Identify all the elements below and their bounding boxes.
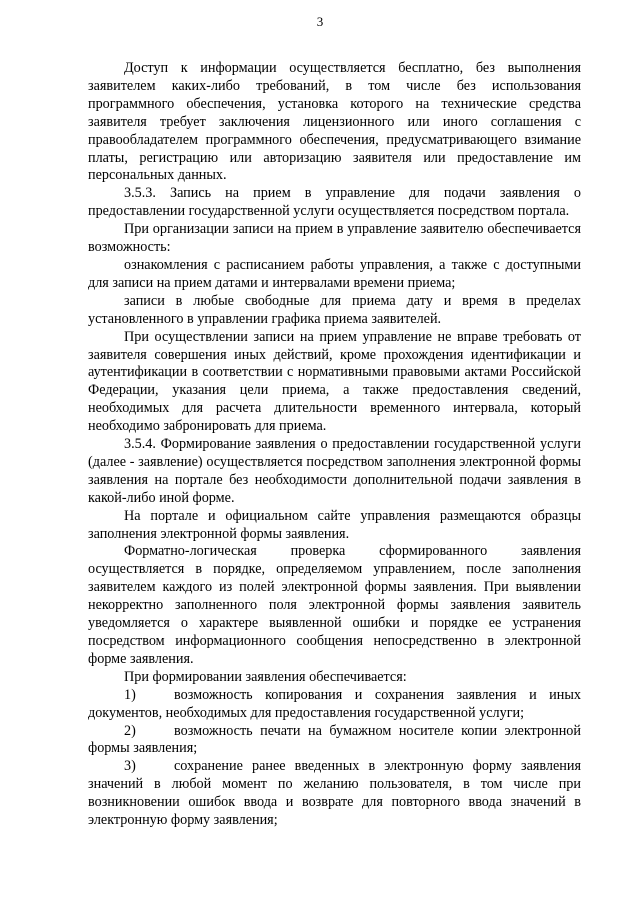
paragraph: 3.5.4. Формирование заявления о предоставлении государственной услуги (далее - заявление) осуществляется посредством заполнения электронной формы заявления на портале без необходимости дополнительной подачи заявления в какой-либо иной форме. [88,436,581,506]
list-item-text: сохранение ранее введенных в электронную форму заявления значений в любой момент по желанию пользователя, в том числе при возникновении ошибок ввода и возврате для повторного ввода значений в электронную форму заявления; [88,758,581,829]
list-item-number: 1) [124,686,136,703]
list-item-text: возможность печати на бумажном носителе копии электронной формы заявления; [88,722,581,757]
list-item [88,758,581,830]
list-item-number: 2) [124,722,136,739]
list-item [88,687,581,723]
paragraph: записи в любые свободные для приема дату и время в пределах установленного в управлении графика приема заявителей. [88,292,581,327]
paragraph: ознакомления с расписанием работы управления, а также с доступными для записи на прием датами и интервалами времени приема; [88,256,581,291]
paragraph: При формировании заявления обеспечивается: [124,668,407,685]
paragraph: Форматно-логическая проверка сформированного заявления осуществляется в порядке, определяемом управлением, после заполнения заявителем каждого из полей электронной формы заявления. При выявлении некорректно заполненного поля электронной формы заявления заявитель уведомляется о характере выявленной ошибки и порядке ее устранения посредством информационного сообщения непосредственно в электронной форме заявления. [88,543,581,667]
paragraph: При организации записи на прием в управление заявителю обеспечивается возможность: [88,221,581,256]
paragraph: На портале и официальном сайте управления размещаются образцы заполнения электронной формы заявления. [88,507,581,542]
list-item-number: 3) [124,758,136,775]
list-item [88,723,581,759]
paragraph: 3.5.3. Запись на прием в управление для подачи заявления о предоставлении государственной услуги осуществляется посредством портала. [88,185,581,220]
paragraph: При осуществлении записи на прием управление не вправе требовать от заявителя совершения иных действий, кроме прохождения идентификации и аутентификации в соответствии с нормативными правовыми актами Российской Федерации, указания цели приема, а также предоставления сведений, необходимых для расчета длительности временного интервала, который необходимо забронировать для приема. [88,328,581,435]
document-body [88,60,581,830]
list-item-text: возможность копирования и сохранения заявления и иных документов, необходимых для предоставления государственной услуги; [88,686,581,721]
paragraph: Доступ к информации осуществляется бесплатно, без выполнения заявителем каких-либо требований, в том числе без использования программного обеспечения, установка которого на технические средства заявителя требует заключения лицензионного или иного соглашения с правообладателем программного обеспечения, предусматривающего взимание платы, регистрацию или авторизацию заявителя или предоставление им персональных данных. [88,60,581,184]
page-number: 3 [316,14,324,29]
